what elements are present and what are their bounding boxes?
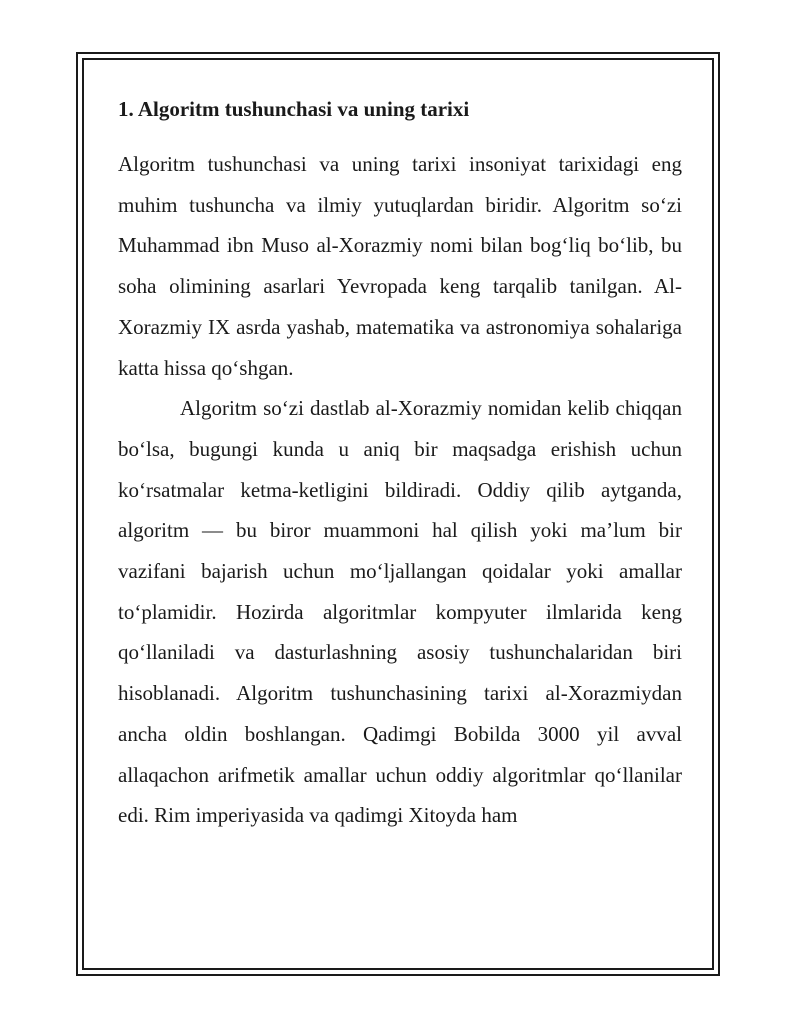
paragraph-intro: Algoritm tushunchasi va uning tarixi insoniyat tarixidagi eng muhim tushuncha va ilmiy yutuqlardan biridir. Algoritm so‘zi Muhammad ibn Muso al-Xorazmiy nomi bilan bog‘liq bo‘lib, bu soha olimining asarlari Yevropada keng tarqalib tanilgan. Al-Xorazmiy IX asrda yashab, matematika va astronomiya sohalariga katta hissa qo‘shgan. bbox=[118, 152, 682, 380]
paragraph-definition: Algoritm so‘zi dastlab al-Xorazmiy nomidan kelib chiqqan bo‘lsa, bugungi kunda u aniq bir maqsadga erishish uchun ko‘rsatmalar ketma-ketligini bildiradi. Oddiy qilib aytganda, algoritm — bu biror muammoni hal qilish yoki ma’lum bir vazifani bajarish uchun mo‘ljallangan qoidalar yoki amallar to‘plamidir. Hozirda algoritmlar kompyuter ilmlarida keng qo‘llaniladi va dasturlashning asosiy tushunchalaridan biri hisoblanadi. Algoritm tushunchasining tarixi al-Xorazmiydan ancha oldin boshlangan. Qadimgi Bobilda 3000 yil avval allaqachon arifmetik amallar uchun oddiy algoritmlar qo‘llanilar edi. Rim imperiyasida va qadimgi Xitoyda ham bbox=[118, 396, 682, 828]
section-heading: 1. Algoritm tushunchasi va uning tarixi bbox=[118, 97, 470, 121]
document-body bbox=[118, 96, 682, 836]
